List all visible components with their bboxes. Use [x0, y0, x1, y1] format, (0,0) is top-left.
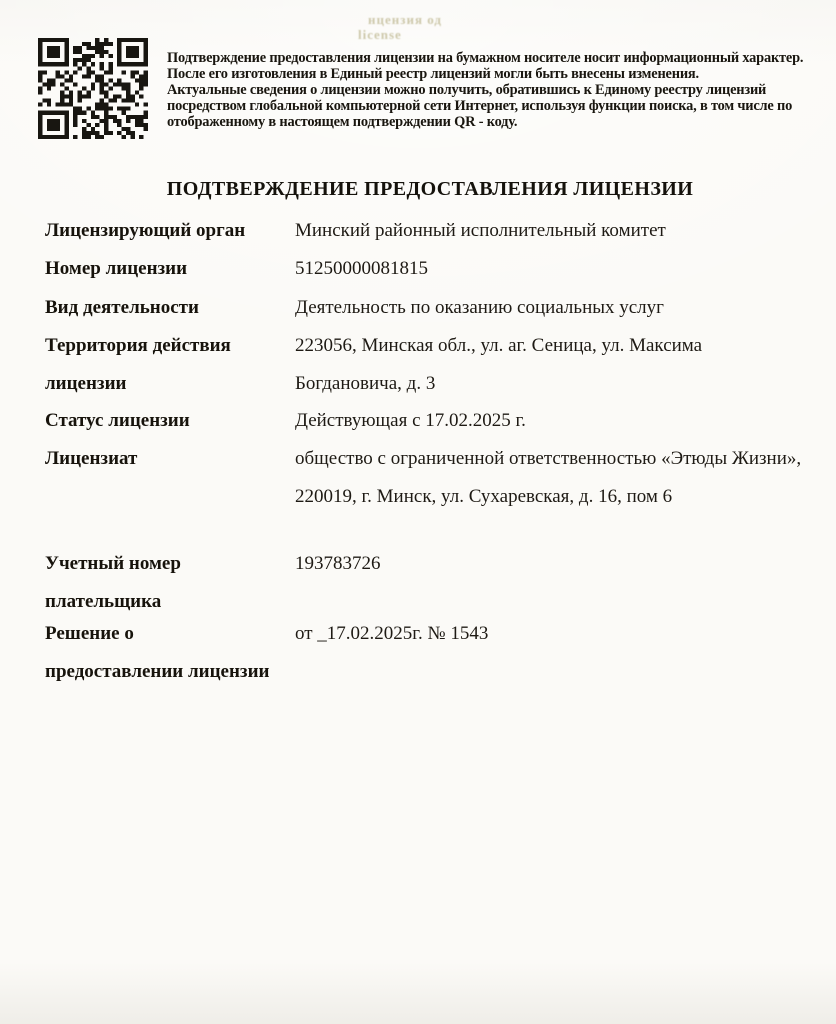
field-value: 223056, Минская обл., ул. аг. Сеница, ул. Максима Богдановича, д. 3 [295, 335, 703, 394]
field-label: Учетный номер плательщика [45, 553, 181, 612]
license-field-row [45, 402, 806, 440]
qr-code-icon [38, 38, 148, 139]
notice-paragraph-1: Подтверждение предоставления лицензии на бумажном носителе носит информационный характер. После его изготовления в Единый реестр лицензий могли быть внесены изменения. [167, 50, 804, 82]
document-title: ПОДТВЕРЖДЕНИЕ ПРЕДОСТАВЛЕНИЯ ЛИЦЕНЗИИ [166, 178, 694, 200]
field-value: 51250000081815 [295, 258, 428, 279]
faint-scan-text-line2: license [358, 27, 402, 42]
field-label: Лицензиат [45, 448, 138, 469]
field-label: Вид деятельности [45, 297, 199, 318]
field-value: Деятельность по оказанию социальных услуг [295, 297, 664, 318]
field-label: Лицензирующий орган [45, 220, 246, 241]
license-field-row [45, 250, 806, 288]
faint-scan-text [358, 12, 442, 42]
field-label: Номер лицензии [45, 258, 188, 279]
notice-paragraph-2: Актуальные сведения о лицензии можно получить, обратившись к Единому реестру лицензий посредством глобальной компьютерной сети Интернет, используя функции поиска, в том числе по отображенному в настоящем подтверждении QR - коду. [167, 82, 793, 130]
field-value: от _17.02.2025г. № 1543 [295, 623, 489, 644]
license-field-row [45, 545, 806, 621]
license-field-row [45, 212, 806, 250]
field-value: Действующая с 17.02.2025 г. [295, 410, 526, 431]
qr-code-image [38, 38, 148, 139]
field-value: общество с ограниченной ответственностью «Этюды Жизни», 220019, г. Минск, ул. Сухаревская, д. 16, пом 6 [295, 448, 802, 507]
info-notice [167, 50, 836, 130]
license-field-row [45, 289, 806, 327]
field-label: Территория действия лицензии [45, 335, 231, 394]
field-label: Решение о предоставлении лицензии [45, 623, 270, 682]
license-field-row [45, 615, 806, 691]
field-label: Статус лицензии [45, 410, 190, 431]
license-field-row [45, 327, 806, 403]
faint-scan-text-line1: нцензия од [368, 12, 442, 27]
license-field-row [45, 440, 806, 516]
field-value: Минский районный исполнительный комитет [295, 220, 666, 241]
field-value: 193783726 [295, 553, 381, 574]
license-fields-table [45, 212, 806, 772]
